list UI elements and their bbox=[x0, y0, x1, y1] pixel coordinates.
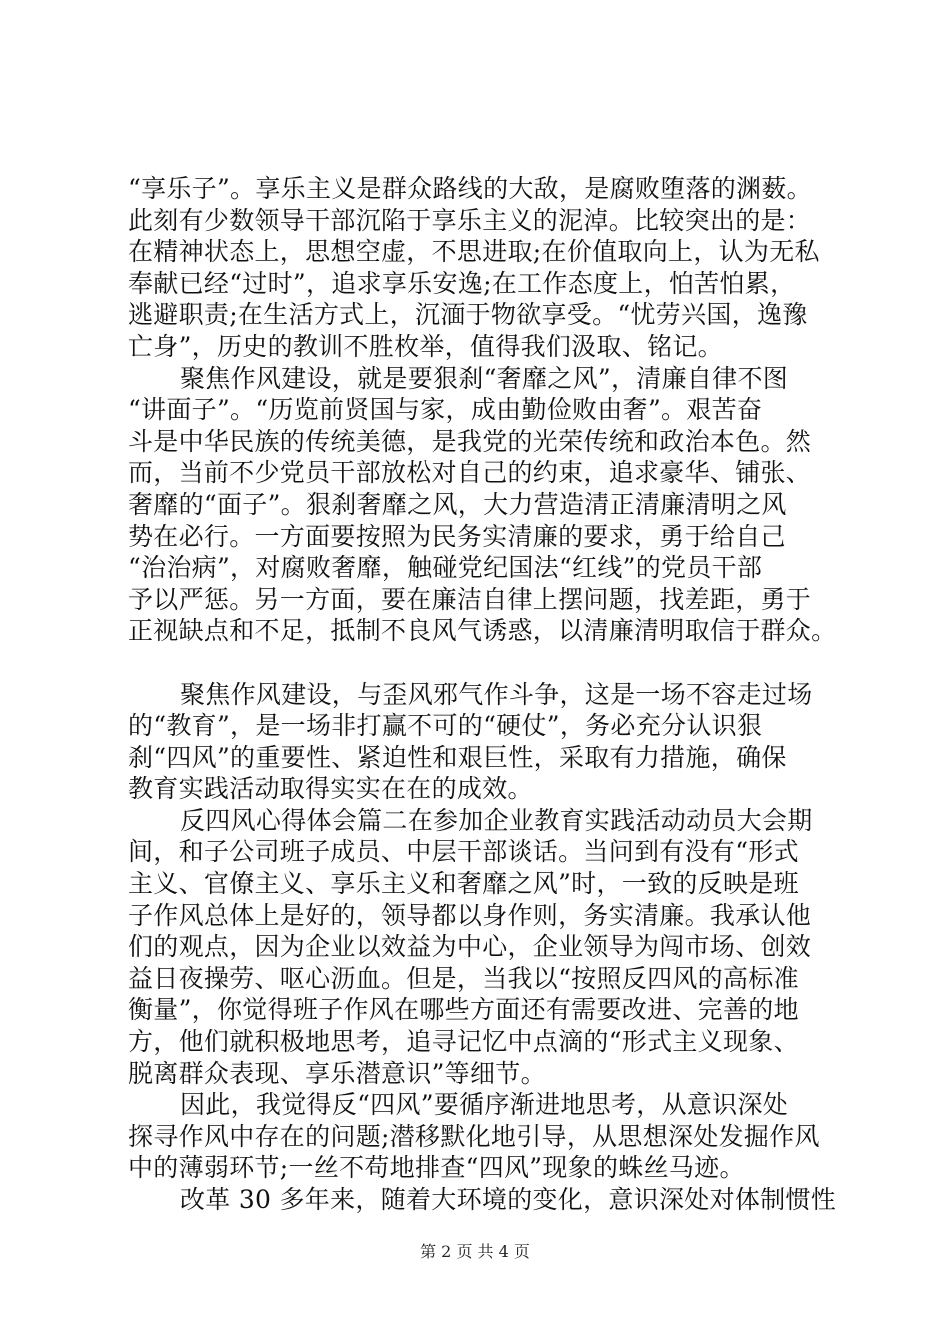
text-line: 而，当前不少党员干部放松对自己的约束，追求豪华、铺张、 bbox=[128, 458, 812, 488]
text-line: 因此，我觉得反“四风”要循序渐进地思考，从意识深处 bbox=[180, 1090, 789, 1120]
text-line: 衡量”，你觉得班子作风在哪些方面还有需要改进、完善的地 bbox=[128, 995, 799, 1025]
text-line: 聚焦作风建设，就是要狠刹“奢靡之风”，清廉自律不图 bbox=[180, 363, 789, 393]
text-line: 的“教育”，是一场非打赢不可的“硬仗”，务必充分认识狠 bbox=[128, 711, 763, 741]
text-line: “享乐子”。享乐主义是群众路线的大敌，是腐败堕落的渊薮。 bbox=[128, 174, 812, 203]
text-line: “治治病”，对腐败奢靡，触碰党纪国法“红线”的党员干部 bbox=[128, 553, 763, 583]
text-line: 奉献已经“过时”，追求享乐安逸;在工作态度上，怕苦怕累， bbox=[128, 268, 796, 298]
text-line: 们的观点，因为企业以效益为中心，企业领导为闯市场、创效 bbox=[128, 932, 812, 962]
document-body bbox=[128, 173, 837, 1216]
text-line: 方，他们就积极地思考，追寻记忆中点滴的“形式主义现象、 bbox=[128, 1027, 799, 1057]
text-line: 此刻有少数领导干部沉陷于享乐主义的泥淖。比较突出的是： bbox=[128, 205, 812, 235]
text-line: 势在必行。一方面要按照为民务实清廉的要求，勇于给自己 bbox=[128, 521, 786, 551]
text-line: 聚焦作风建设，与歪风邪气作斗争，这是一场不容走过场 bbox=[180, 679, 813, 709]
text-line: 予以严惩。另一方面，要在廉洁自律上摆问题，找差距，勇于 bbox=[128, 584, 812, 614]
text-line: 间，和子公司班子成员、中层干部谈话。当问到有没有“形式 bbox=[128, 837, 799, 867]
paragraph-gap bbox=[128, 647, 828, 679]
text-line: 斗是中华民族的传统美德，是我党的光荣传统和政治本色。然 bbox=[128, 426, 812, 456]
text-line: 益日夜操劳、呕心沥血。但是，当我以“按照反四风的高标准 bbox=[128, 963, 799, 993]
text-line: 改革 30 多年来，随着大环境的变化，意识深处对体制惯性 bbox=[180, 1185, 837, 1214]
text-line: 主义、官僚主义、享乐主义和奢靡之风”时，一致的反映是班 bbox=[128, 869, 799, 899]
page-footer: 第 2 页 共 4 页 bbox=[420, 1242, 530, 1261]
text-line: 刹“四风”的重要性、紧迫性和艰巨性，采取有力措施，确保 bbox=[128, 742, 787, 772]
text-line: 脱离群众表现、享乐潜意识”等细节。 bbox=[128, 1058, 546, 1088]
text-line: “讲面子”。“历览前贤国与家，成由勤俭败由奢”。艰苦奋 bbox=[128, 395, 763, 425]
text-line: 正视缺点和不足，抵制不良风气诱惑，以清廉清明取信于群众。 bbox=[128, 616, 837, 646]
text-line: 奢靡的“面子”。狠刹奢靡之风，大力营造清正清廉清明之风 bbox=[128, 489, 787, 519]
text-line: 亡身”，历史的教训不胜枚举，值得我们汲取、铭记。 bbox=[128, 331, 723, 361]
text-line: 逃避职责;在生活方式上，沉湎于物欲享受。“忧劳兴国，逸豫 bbox=[128, 300, 808, 330]
text-line: 在精神状态上，思想空虚，不思进取;在价值取向上，认为无私 bbox=[128, 237, 820, 267]
text-line: 中的薄弱环节;一丝不苟地排查“四风”现象的蛛丝马迹。 bbox=[128, 1153, 745, 1183]
text-line: 反四风心得体会篇二在参加企业教育实践活动动员大会期 bbox=[180, 805, 813, 835]
text-line: 探寻作风中存在的问题;潜移默化地引导，从思想深处发掘作风 bbox=[128, 1121, 820, 1151]
text-line: 子作风总体上是好的，领导都以身作则，务实清廉。我承认他 bbox=[128, 900, 812, 930]
text-line: 教育实践活动取得实实在在的成效。 bbox=[128, 774, 533, 804]
